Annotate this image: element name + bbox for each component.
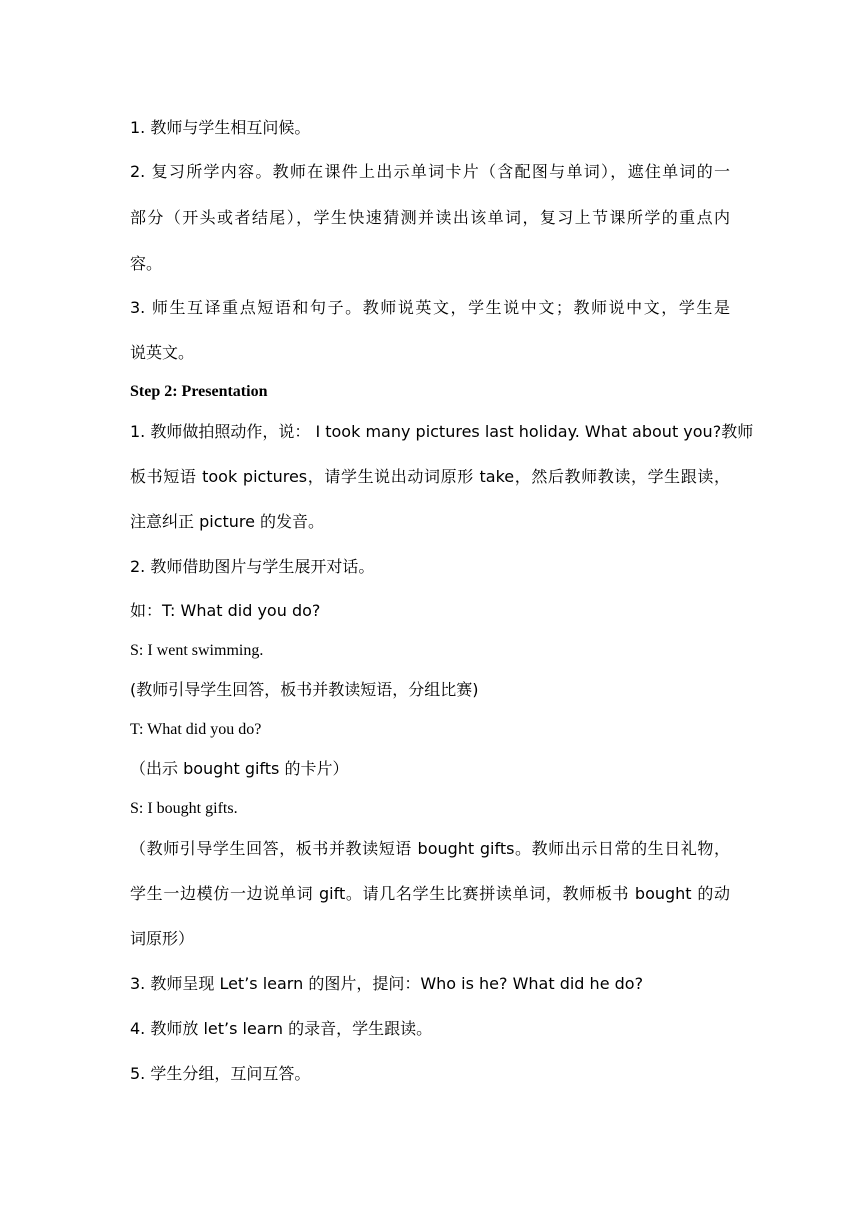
dialogue-line: S: I bought gifts. (130, 800, 238, 817)
text-line: 2. 教师借助图片与学生展开对话。 (130, 557, 375, 576)
text-line: （教师引导学生回答，板书并教读短语 bought gifts。教师出示日常的生日礼物， (130, 839, 730, 858)
text-line: 2. 复习所学内容。教师在课件上出示单词卡片（含配图与单词），遮住单词的一 (130, 162, 730, 181)
dialogue-line: 如：T: What did you do? (130, 601, 321, 620)
dialogue-line: S: I went swimming. (130, 642, 264, 659)
text-line: 部分（开头或者结尾），学生快速猜测并读出该单词，复习上节课所学的重点内 (130, 208, 730, 227)
text-line: 词原形） (130, 929, 195, 948)
text-line: 注意纠正 picture 的发音。 (130, 512, 325, 531)
text-line: 说英文。 (130, 343, 195, 362)
text-line: 板书短语 took pictures，请学生说出动词原形 take，然后教师教读，学生跟读， (130, 467, 730, 486)
text-line: 容。 (130, 254, 163, 273)
text-line: 3. 教师呈现 Let’s learn 的图片，提问：Who is he? What did he do? (130, 974, 644, 993)
dialogue-line: T: What did you do? (130, 721, 262, 738)
text-line: 学生一边模仿一边说单词 gift。请几名学生比赛拼读单词，教师板书 bought 的动 (130, 884, 730, 903)
text-line: 1. 教师与学生相互问候。 (130, 118, 311, 137)
text-line: 3. 师生互译重点短语和句子。教师说英文，学生说中文；教师说中文，学生是 (130, 298, 730, 317)
dialogue-note: (教师引导学生回答，板书并教读短语，分组比赛) (130, 680, 479, 699)
dialogue-note: （出示 bought gifts 的卡片） (130, 759, 349, 778)
text-line: 4. 教师放 let’s learn 的录音，学生跟读。 (130, 1019, 433, 1038)
text-line: 1. 教师做拍照动作，说： I took many pictures last holiday. What about you?教师 (130, 422, 754, 441)
text-line: 5. 学生分组，互问互答。 (130, 1064, 311, 1083)
section-heading: Step 2: Presentation (130, 383, 268, 400)
